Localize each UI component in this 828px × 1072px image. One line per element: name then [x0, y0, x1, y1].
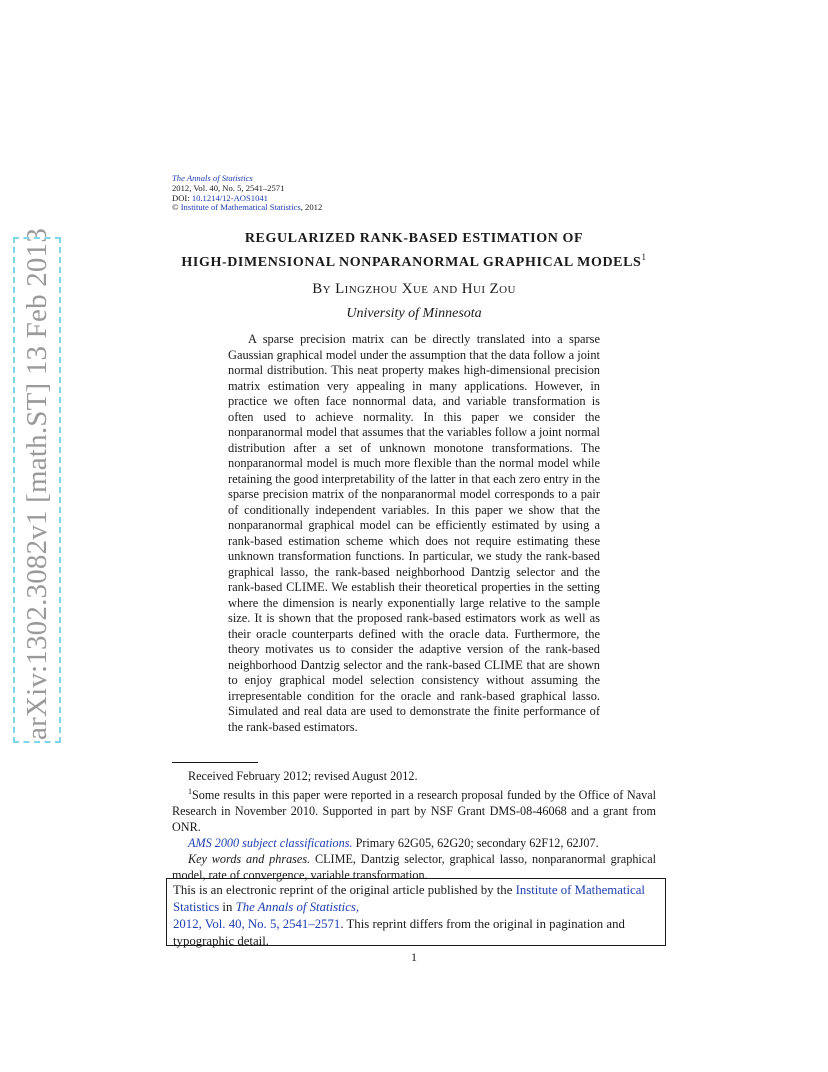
abstract: A sparse precision matrix can be directly translated into a sparse Gaussian graphical model under the assumption that the data follow a joint normal distribution. This neat property makes high-dimensional precision matrix estimation very appealing in many applications. However, in practice we often face nonnormal data, and variable transformation is often used to achieve normality. In this paper we consider the nonparanormal model that assumes that the variables follow a joint normal distribution after a set of unknown monotone transformations. The nonparanormal model is much more flexible than the normal model while retaining the good interpretability of the latter in that each zero entry in the sparse precision matrix of the nonparanormal model corresponds to a pair of conditionally independent variables. In this paper we show that the nonparanormal graphical model can be efficiently estimated by using a rank-based estimation scheme which does not require estimating these unknown transformation functions. In particular, we study the rank-based graphical lasso, the rank-based neighborhood Dantzig selector and the rank-based CLIME. We establish their theoretical properties in the setting where the dimension is nearly exponentially large relative to the sample size. It is shown that the proposed rank-based estimators work as well as their oracle counterparts defined with the oracle data. Furthermore, the theory motivates us to consider the adaptive version of the rank-based neighborhood Dantzig selector and the rank-based CLIME that are shown to enjoy graphical model selection consistency without assuming the irrepresentable condition for the oracle and rank-based graphical lasso. Simulated and real data are used to demonstrate the finite performance of the rank-based estimators. [228, 332, 600, 734]
arxiv-identifier-stamp: arXiv:1302.3082v1 [math.ST] 13 Feb 2013 [16, 240, 58, 740]
keywords-label: Key words and phrases. [188, 852, 311, 866]
authors: By Lingzhou Xue and Hui Zou [312, 281, 516, 297]
received-dates: Received February 2012; revised August 2012. [188, 769, 418, 783]
footnote-1-text: Some results in this paper were reported in a research proposal funded by the Office of Naval Research in November 2010. Supported in part by NSF Grant DMS-08-46068 and a grant from ONR. [172, 788, 656, 834]
title-footnote-mark[interactable]: 1 [641, 252, 647, 262]
ams-classifications [172, 835, 656, 851]
page-number: 1 [411, 950, 417, 964]
reprint-text-1: This is an electronic reprint of the original article published by the [173, 883, 516, 897]
copyright-year: , 2012 [300, 202, 323, 213]
paper-title [160, 230, 668, 272]
copyright-line [172, 203, 472, 213]
title-line-2-text: HIGH-DIMENSIONAL NONPARANORMAL GRAPHICAL MODELS [181, 255, 642, 270]
title-line-2 [160, 248, 668, 272]
journal-issue: 2012, Vol. 40, No. 5, 2541–2571 [172, 182, 285, 193]
reprint-in-word: in [219, 900, 236, 914]
reprint-comma: , [355, 900, 360, 914]
journal-name-link[interactable]: The Annals of Statistics [172, 173, 253, 183]
copyright-org-link[interactable]: Institute of Mathematical Statistics [180, 202, 301, 213]
affiliation: University of Minnesota [346, 306, 482, 321]
doi-prefix: DOI: [172, 192, 192, 203]
reprint-text-2: . This reprint differs from the original in pagination and typographic detail. [173, 917, 625, 948]
doi-link[interactable]: 10.1214/12-AOS1041 [191, 192, 268, 203]
reprint-notice-box [166, 878, 666, 946]
footnote-1 [172, 784, 656, 835]
ams-classifications-link[interactable]: AMS 2000 subject classifications. [188, 836, 353, 850]
reprint-org-link[interactable]: Institute of Mathematical Statistics [173, 883, 645, 914]
footnote-1-mark: 1 [188, 787, 192, 796]
reprint-journal-link[interactable]: The Annals of Statistics [235, 900, 356, 914]
reprint-issue-link[interactable]: 2012, Vol. 40, No. 5, 2541–2571 [173, 917, 341, 931]
copyright-icon: © [172, 202, 179, 213]
title-line-1: REGULARIZED RANK-BASED ESTIMATION OF [244, 231, 584, 246]
journal-header [172, 174, 472, 213]
footnote-divider [172, 762, 258, 763]
footnotes [172, 768, 656, 883]
keywords-text: CLIME, Dantzig selector, graphical lasso, nonparanormal graphical model, rate of convergence, variable transformation. [172, 852, 656, 882]
ams-classifications-text: Primary 62G05, 62G20; secondary 62F12, 62J07. [352, 836, 599, 850]
